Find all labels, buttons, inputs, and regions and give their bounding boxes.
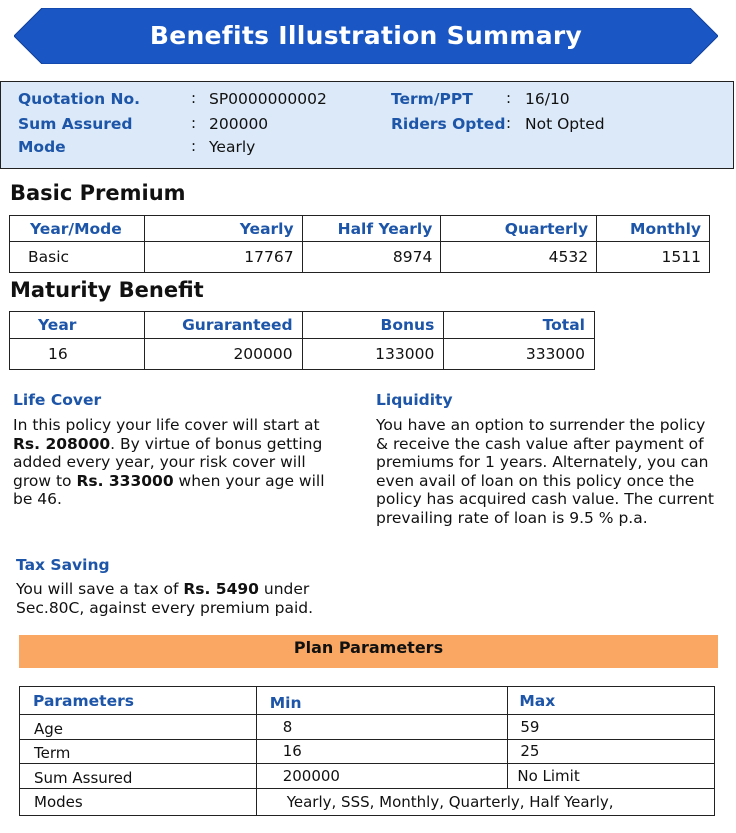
- table-row: [10, 242, 710, 273]
- term-ppt-value: 16/10: [525, 90, 570, 108]
- table-row: [20, 788, 715, 815]
- table-header-row: [20, 687, 715, 715]
- basic-premium-table: [9, 215, 710, 273]
- colon: :: [191, 114, 197, 132]
- term-ppt-label: Term/PPT: [391, 90, 473, 108]
- table-cell: 333000: [444, 339, 595, 370]
- column-header: Half Yearly: [302, 216, 441, 242]
- table-cell: 25: [508, 739, 715, 764]
- column-header: Year: [10, 312, 145, 339]
- liquidity-heading: Liquidity: [376, 391, 453, 409]
- life-cover-end-amount: Rs. 333000: [76, 471, 174, 490]
- table-cell: 8: [256, 715, 508, 740]
- column-header: Guraranteed: [144, 312, 302, 339]
- column-header: Year/Mode: [10, 216, 145, 242]
- table-cell: 17767: [144, 242, 302, 273]
- table-row: [10, 339, 595, 370]
- table-cell: Yearly, SSS, Monthly, Quarterly, Half Yearly,: [256, 788, 714, 815]
- table-cell: 4532: [441, 242, 597, 273]
- life-cover-text: [13, 416, 328, 509]
- tax-saving-amount: Rs. 5490: [183, 580, 259, 598]
- tax-saving-heading: Tax Saving: [16, 556, 110, 574]
- mode-value: Yearly: [209, 138, 256, 156]
- basic-premium-heading: Basic Premium: [10, 181, 186, 205]
- table-cell: 200000: [256, 764, 508, 789]
- table-row: [20, 739, 715, 764]
- riders-opted-label: Riders Opted: [391, 115, 506, 133]
- table-cell: Age: [20, 715, 257, 740]
- maturity-benefit-heading: Maturity Benefit: [10, 278, 204, 302]
- sum-assured-value: 200000: [209, 115, 269, 133]
- table-cell: 8974: [302, 242, 441, 273]
- column-header: Min: [256, 687, 508, 715]
- column-header: Max: [508, 687, 715, 715]
- plan-parameters-heading: Plan Parameters: [293, 638, 444, 657]
- table-cell: Basic: [10, 242, 145, 273]
- table-header-row: [10, 216, 710, 242]
- maturity-benefit-table: [9, 311, 595, 370]
- table-cell: 200000: [144, 339, 302, 370]
- tax-saving-text-1: You will save a tax of: [16, 580, 184, 598]
- table-cell: Modes: [20, 788, 257, 815]
- life-cover-text-2: . By virtue of bonus getting added every year, your risk cover will grow to: [13, 434, 323, 490]
- life-cover-start-amount: Rs. 208000: [13, 434, 111, 453]
- table-cell: 133000: [302, 339, 444, 370]
- colon: :: [506, 89, 512, 107]
- table-cell: No Limit: [508, 764, 715, 789]
- life-cover-text-3: when your age will be 46.: [13, 471, 325, 508]
- column-header: Bonus: [302, 312, 444, 339]
- liquidity-text: You have an option to surrender the policy & receive the cash value after payment of premiums for 1 years. Alternately, you can even avail of loan on this policy once the policy has acquired cash value. The current prevailing rate of loan is 9.5 % p.a.: [376, 416, 714, 527]
- column-header: Monthly: [597, 216, 710, 242]
- life-cover-heading: Life Cover: [13, 391, 102, 409]
- table-row: [20, 715, 715, 740]
- tax-saving-text: [16, 580, 321, 617]
- column-header: Yearly: [144, 216, 302, 242]
- table-row: [20, 764, 715, 789]
- quotation-no-label: Quotation No.: [18, 90, 141, 108]
- page-title: Benefits Illustration Summary: [149, 21, 583, 50]
- life-cover-text-1: In this policy your life cover will start at: [13, 416, 320, 434]
- plan-parameters-table: [19, 686, 715, 816]
- column-header: Total: [444, 312, 595, 339]
- table-cell: 16: [10, 339, 145, 370]
- table-cell: Sum Assured: [20, 764, 257, 789]
- colon: :: [191, 137, 197, 155]
- riders-opted-value: Not Opted: [525, 115, 605, 133]
- tax-saving-text-2: under Sec.80C, against every premium paid.: [16, 580, 314, 617]
- table-cell: 16: [256, 739, 508, 764]
- mode-label: Mode: [18, 138, 66, 156]
- table-cell: 59: [508, 715, 715, 740]
- column-header: Parameters: [20, 687, 257, 715]
- table-cell: 1511: [597, 242, 710, 273]
- colon: :: [506, 114, 512, 132]
- colon: :: [191, 89, 197, 107]
- table-cell: Term: [20, 739, 257, 764]
- sum-assured-label: Sum Assured: [18, 115, 133, 133]
- quotation-no-value: SP0000000002: [209, 90, 327, 108]
- table-header-row: [10, 312, 595, 339]
- column-header: Quarterly: [441, 216, 597, 242]
